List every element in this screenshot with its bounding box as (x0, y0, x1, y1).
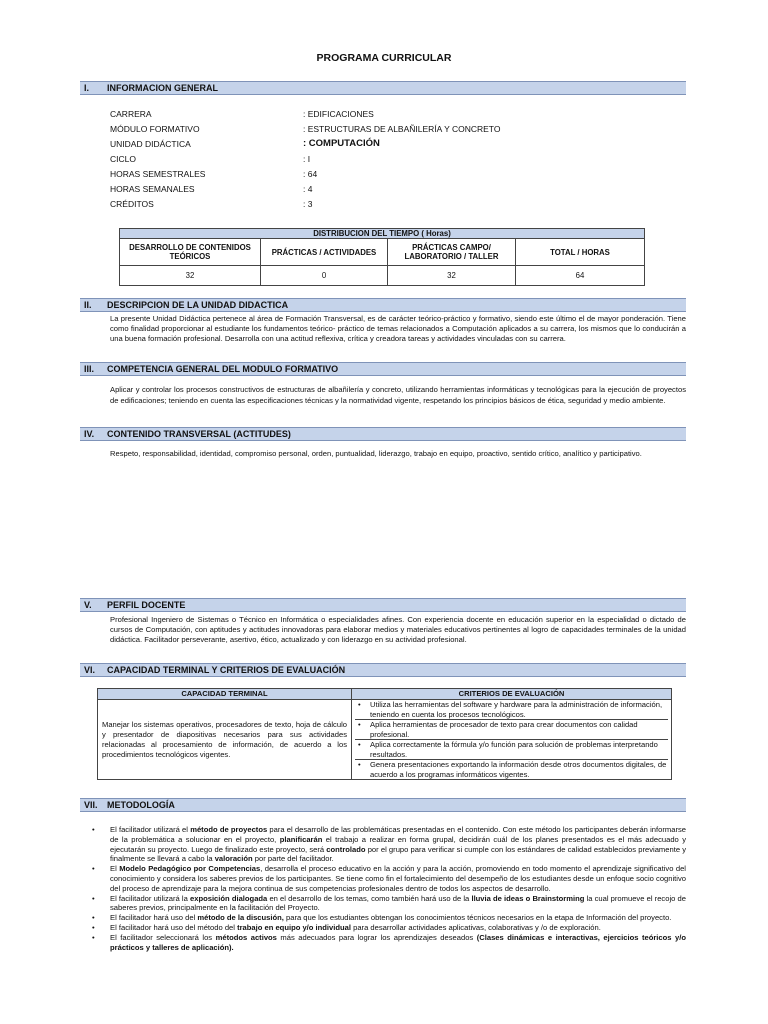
document-title: PROGRAMA CURRICULAR (316, 52, 452, 64)
text-run: la cual promueve el recojo de saberes previos, principalmente en la facilitación del Proyecto. (110, 893, 686, 913)
text-run: más adecuados para lograr los aprendizajes deseados (276, 932, 477, 942)
text-run: , desarrolla el proceso educativo en la acción y para la acción, promoviendo en todo momento el aprendizaje significativo del conocimiento y considera los saberes previos de los participantes. Se tiene como fin el fortalecimiento del desempeño de los estudiantes desde un enfoque socio cognitivo del proceso de aprendizaje para la mejora continua de sus competencias profesionales dentro de todos los aspectos de desarrollo. (110, 864, 686, 893)
table-header-cell: CAPACIDAD TERMINAL (98, 689, 352, 700)
section-header-competence (80, 362, 686, 376)
section-number: III. (84, 364, 95, 374)
time-table-caption: DISTRIBUCION DEL TIEMPO ( Horas) (120, 229, 645, 239)
capacity-cell: Manejar los sistemas operativos, procesadores de texto, hoja de cálculo y presentador de diapositivas necesarios para sus actividades relacionadas al procesamiento de información, de acuerdo a los procedimientos tecnológicos vigentes. (98, 700, 352, 780)
section-header-methodology (80, 798, 686, 812)
criteria-list (352, 700, 671, 779)
bold-text: método de proyectos (190, 825, 268, 834)
info-value-unidad: : COMPUTACIÓN (303, 138, 380, 149)
info-value-carrera: : EDIFICACIONES (303, 109, 374, 119)
methodology-list (92, 825, 686, 952)
bold-text: métodos activos (215, 932, 277, 942)
text-run: El facilitador utilizará el (110, 825, 191, 834)
bold-text: exposición dialogada (190, 893, 268, 903)
teacher-profile-paragraph: Profesional Ingeniero de Sistemas o Técnico en Informática o especialidades afines. Con experiencia docente en educación superior en la especialidad o dictado de cursos de Computación, con aptitudes y actitudes innovadoras para elaborar medios y materiales educativos pertinentes al logro de capacidades terminales de la unidad didáctica. Facilitador perseverante, asertivo, ético, actualizado y con liderazgo en su actividad profesional. (110, 615, 686, 644)
table-header-cell: TOTAL / HORAS (516, 239, 645, 266)
section-header-capacity (80, 663, 686, 677)
info-label-horas-semestrales: HORAS SEMESTRALES (110, 169, 206, 179)
text-run: para desarrollar actividades aplicativas, colaborativas y /o de exploración. (350, 922, 601, 932)
info-label-horas-semanales: HORAS SEMANALES (110, 184, 195, 194)
section-number: V. (84, 600, 92, 610)
info-label-creditos: CRÉDITOS (110, 199, 154, 209)
time-distribution-table (119, 228, 645, 286)
bold-text: Modelo Pedagógico por Competencias (119, 864, 261, 874)
bold-text: método de la discusión, (197, 913, 284, 923)
table-header-cell: CRITERIOS DE EVALUACIÓN (352, 689, 672, 700)
methodology-item (92, 913, 686, 923)
section-number: VI. (84, 665, 96, 675)
methodology-item (92, 923, 686, 933)
info-value-ciclo: : I (303, 154, 311, 164)
bold-text: trabajo en equipo y/o individual (237, 922, 351, 932)
table-header-cell: PRÁCTICAS / ACTIVIDADES (261, 239, 388, 266)
info-value-horas-semanales: : 4 (303, 184, 313, 194)
section-title: COMPETENCIA GENERAL DEL MODULO FORMATIVO (107, 364, 339, 374)
text-run: para el desarrollo de las problemáticas presentadas en el contenido. Con este método los participantes deberán informarse de la problemática a solucionar en el proyecto, (110, 825, 686, 844)
info-value-creditos: : 3 (303, 199, 313, 209)
section-title: INFORMACION GENERAL (107, 83, 218, 93)
text-run: en el desarrollo de los temas, como también hará uso de la (267, 893, 472, 903)
bold-text: (Clases dinámicas e interactivas, ejercicios teóricos y/o prácticos y talleres de aplicación). (110, 932, 686, 952)
list-item: • Aplica herramientas de procesador de texto para crear documentos con calidad profesional. (355, 720, 668, 740)
attitudes-paragraph: Respeto, responsabilidad, identidad, compromiso personal, orden, puntualidad, liderazgo, trabajo en equipo, proactivo, sentido crítico, analítico y participativo. (110, 449, 642, 458)
section-title: CAPACIDAD TERMINAL Y CRITERIOS DE EVALUACIÓN (107, 665, 346, 675)
table-cell: 0 (261, 266, 388, 286)
text-run: El facilitador hará uso del método del (110, 922, 238, 932)
section-header-teacher-profile (80, 598, 686, 612)
table-header-cell: DESARROLLO DE CONTENIDOS TEÓRICOS (120, 239, 261, 266)
text-run: por parte del facilitador. (252, 854, 334, 864)
section-number: IV. (84, 429, 95, 439)
text-run: El (110, 864, 120, 874)
criteria-cell (352, 700, 672, 780)
section-header-description (80, 298, 686, 312)
section-title: DESCRIPCION DE LA UNIDAD DIDACTICA (107, 300, 289, 310)
info-label-ciclo: CICLO (110, 154, 136, 164)
methodology-item (92, 933, 686, 953)
section-title: CONTENIDO TRANSVERSAL (ACTITUDES) (107, 429, 291, 439)
text-run: por el grupo para verificar si cumple con los estándares de calidad establecidos previamente y finalmente se llevará a cabo la (110, 844, 687, 864)
section-number: II. (84, 300, 92, 310)
table-header-cell: PRÁCTICAS CAMPO/ LABORATORIO / TALLER (388, 239, 516, 266)
text-run: El facilitador seleccionará los (110, 932, 216, 942)
methodology-item (92, 894, 686, 914)
section-number: I. (84, 83, 90, 93)
section-title: METODOLOGÍA (107, 800, 175, 810)
info-label-carrera: CARRERA (110, 109, 152, 119)
bold-text: controlado (326, 844, 366, 854)
table-cell: 32 (388, 266, 516, 286)
info-label-modulo: MÓDULO FORMATIVO (110, 124, 200, 134)
list-item: • Aplica correctamente la fórmula y/o función para solución de problemas interpretando resultados. (355, 740, 668, 760)
bold-text: valoración (214, 854, 253, 864)
section-header-general-info (80, 81, 686, 95)
info-value-horas-semestrales: : 64 (303, 169, 318, 179)
description-paragraph: La presente Unidad Didáctica pertenece al área de Formación Transversal, es de carácter teórico-práctico y formativo, siendo este último el de mayor ponderación. Tiene como finalidad proporcionar al estudiante los fundamentos teórico- práctico de temas relacionados a Computación aplicados a su carrera, los mismos que lo conducirán a una buena formación profesional. Desarrolla con una actitud reflexiva, crítica y creadora tareas y actividades vinculadas con su carrera. (110, 314, 686, 343)
table-cell: 64 (516, 266, 645, 286)
competence-paragraph: Aplicar y controlar los procesos constructivos de estructuras de albañilería y concreto, utilizando herramientas informáticas y tecnológicas para la ejecución de proyectos de edificaciones; teniendo en cuenta las especificaciones técnicas y la normatividad vigente, respetando los principios básicos de ética, seguridad y medio ambiente. (110, 385, 686, 405)
section-header-attitudes (80, 427, 686, 441)
list-item: • Genera presentaciones exportando la información desde otros documentos digitales, de acuerdo a los programas informáticos vigentes. (355, 760, 668, 779)
text-run: para que los estudiantes obtengan los conocimientos técnicos necesarios en la etapa de Información del proyecto. (283, 913, 672, 923)
bold-text: lluvia de ideas o Brainstorming (471, 893, 585, 903)
info-value-modulo: : ESTRUCTURAS DE ALBAÑILERÍA Y CONCRETO (303, 124, 501, 134)
text-run: el trabajo a realizar en forma grupal, decidirán cuál de los planes presentados es el más adecuado y ejecutarán su proyecto. Luego de finalizado este proyecto, será (110, 834, 686, 854)
text-run: El facilitador utilizará la (110, 893, 190, 903)
info-label-unidad: UNIDAD DIDÁCTICA (110, 139, 191, 149)
section-title: PERFIL DOCENTE (107, 600, 186, 610)
text-run: El facilitador hará uso del (110, 913, 198, 923)
methodology-item (92, 864, 686, 893)
table-cell: 32 (120, 266, 261, 286)
section-number: VII. (84, 800, 98, 810)
bold-text: planificarán (279, 834, 323, 844)
methodology-item (92, 825, 686, 864)
list-item: • Utiliza las herramientas del software y hardware para la administración de información, teniendo en cuenta los procesos tecnológicos. (355, 700, 668, 720)
capacity-criteria-table (97, 688, 672, 780)
